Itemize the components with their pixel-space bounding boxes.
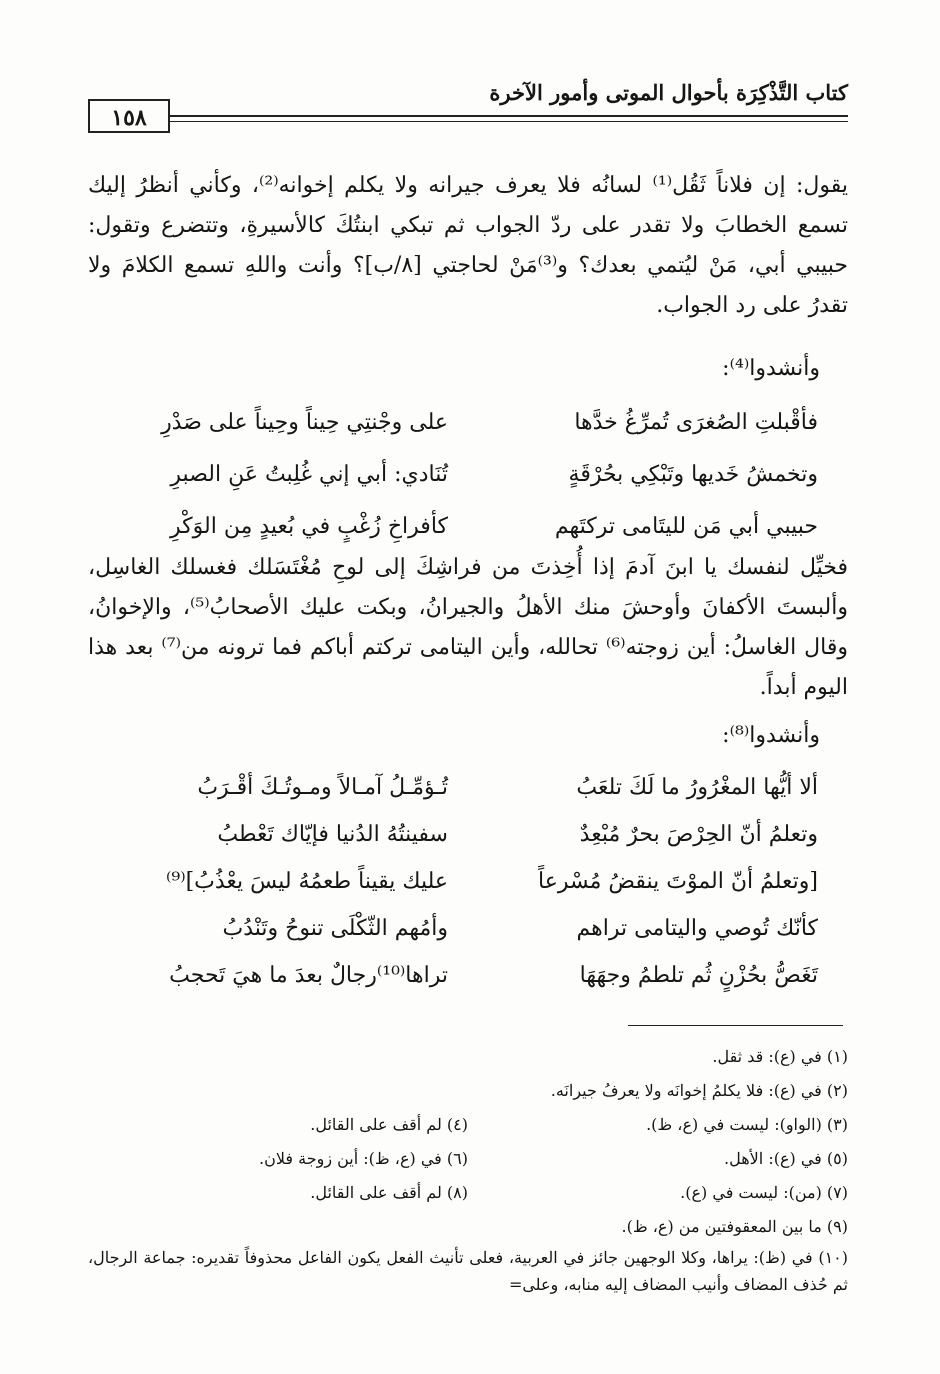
footnote-9: (٩) ما بين المعقوفتين من (ع، ظ). — [621, 1217, 848, 1236]
verse — [88, 811, 848, 858]
footnote-2: (٢) في (ع): فلا يكلمُ إخوانَه ولا يعرفُ جيرانَه. — [550, 1081, 848, 1100]
verse-second-half: تُـؤمِّـلُ آمـالاً ومـوتُـكَ أقْـرَبُ — [197, 775, 448, 800]
poem-intro-1: وأنشدوا⁽⁴⁾: — [722, 356, 820, 381]
verse-second-half: على وجْنتِي حِيناً وحِيناً على صَدْرِ — [161, 409, 448, 435]
footnote-3: (٣) (الواو): ليست في (ع، ظ). — [646, 1115, 848, 1134]
paragraph-1: يقول: إن فلاناً ثَقُل⁽¹⁾ لسانُه فلا يعرف جيرانه ولا يكلم إخوانه⁽²⁾، وكأني أنظرُ إليك تسمع الخطابَ ولا تقدر على ردّ الجواب ثم تبكي ابنتُكَ كالأسيرةِ، وتتضرع وتقول: حبيبي أبي، مَنْ ليُتمي بعدك؟ و⁽³⁾مَنْ لحاجتي [٨/ب]؟ وأنت واللهِ تسمع الكلامَ ولا تقدرُ على رد الجواب. — [88, 173, 849, 318]
verse-first-half: وتخمشُ خَديها وتَبْكِي بحُرْقَةٍ — [568, 461, 818, 487]
verse-first-half: وتعلمُ أنّ الحِرْصَ بحرٌ مُبْعِدٌ — [579, 822, 818, 847]
verse — [88, 448, 848, 500]
poem-2 — [88, 764, 848, 999]
verse-second-half: تراها⁽¹⁰⁾رجالٌ بعدَ ما هيَ تَحجبُ — [169, 963, 448, 988]
verse — [88, 500, 848, 552]
footnote-7: (٧) (من): ليست في (ع). — [680, 1183, 848, 1202]
verse-first-half: حبيبي أبي مَن لليتَامى تركتَهم — [554, 513, 818, 539]
header-rule-thin — [88, 121, 848, 122]
verse — [88, 905, 848, 952]
paragraph-2: فخيِّل لنفسك يا ابنَ آدمَ إذا أُخِذتَ من فراشِكَ إلى لوحِ مُغْتَسَلك فغسلك الغاسِل، وألبستَ الأكفانَ وأوحشَ منك الأهلُ والجيرانُ، وبكت عليك الأصحابُ⁽⁵⁾، والإخوانُ، وقال الغاسلُ: أين زوجته⁽⁶⁾ تحالله، وأين اليتامى تركتم أباكم فما ترونه من⁽⁷⁾ بعد هذا اليوم أبداً. — [88, 555, 848, 700]
verse-first-half: ألا أيُّها المغْرُورُ ما لَكَ تلعَبُ — [576, 775, 818, 800]
verse — [88, 764, 848, 811]
verse-second-half: تُنَادي: أبي إني غُلِبتُ عَنِ الصبرِ — [170, 461, 448, 487]
verse-second-half: سفينتُهُ الدُنيا فإيّاك تَعْطبُ — [217, 822, 448, 847]
verse — [88, 858, 848, 905]
poem-intro-2: وأنشدوا⁽⁸⁾: — [722, 723, 820, 748]
footnote-1: (١) في (ع): قد ثقل. — [712, 1047, 848, 1066]
verse — [88, 396, 848, 448]
page-header — [88, 76, 848, 130]
verse-second-half: وأمُهم الثّكْلَى تنوحُ وتَنْدُبُ — [222, 916, 448, 941]
verse-second-half: كأفراخِ زُغْبٍ في بُعيدٍ مِن الوَكْرِ — [170, 513, 448, 539]
footnote-5: (٥) في (ع): الأهل. — [724, 1149, 848, 1168]
verse — [88, 952, 848, 999]
footnotes — [88, 1040, 848, 1298]
verse-first-half: فأقْبلتِ الصُغرَى تُمرِّغُ خدَّها — [574, 409, 818, 435]
header-rule — [88, 115, 848, 117]
page-number: ١٥٨ — [88, 99, 170, 133]
poem-1 — [88, 396, 848, 552]
verse-second-half: عليك يقيناً طعمُهُ ليسَ يعْذُبُ]⁽⁹⁾ — [165, 869, 448, 894]
footnote-separator — [628, 1025, 843, 1026]
footnote-4: (٤) لم أقف على القائل. — [310, 1115, 468, 1134]
verse-first-half: [وتعلمُ أنّ الموْتَ ينقضُ مُسْرعاً — [538, 869, 818, 894]
verse-first-half: كأنّك تُوصي واليتامى تراهم — [576, 916, 818, 941]
book-title: كتاب التَّذْكِرَة بأحوال الموتى وأمور الآخرة — [489, 80, 848, 105]
footnote-10: (١٠) في (ظ): يراها، وكلا الوجهين جائز في العربية، فعلى تأنيث الفعل يكون الفاعل محذوفاً تقديره: جماعة الرجال، ثم حُذف المضاف وأنيب المضاف إليه منابه، وعلى= — [88, 1248, 848, 1294]
verse-first-half: تَغَصُّ بحُزْنٍ ثُم تلطمُ وجهَهَا — [579, 963, 818, 988]
footnote-6: (٦) في (ع، ظ): أين زوجة فلان. — [259, 1149, 468, 1168]
footnote-8: (٨) لم أقف على القائل. — [310, 1183, 468, 1202]
